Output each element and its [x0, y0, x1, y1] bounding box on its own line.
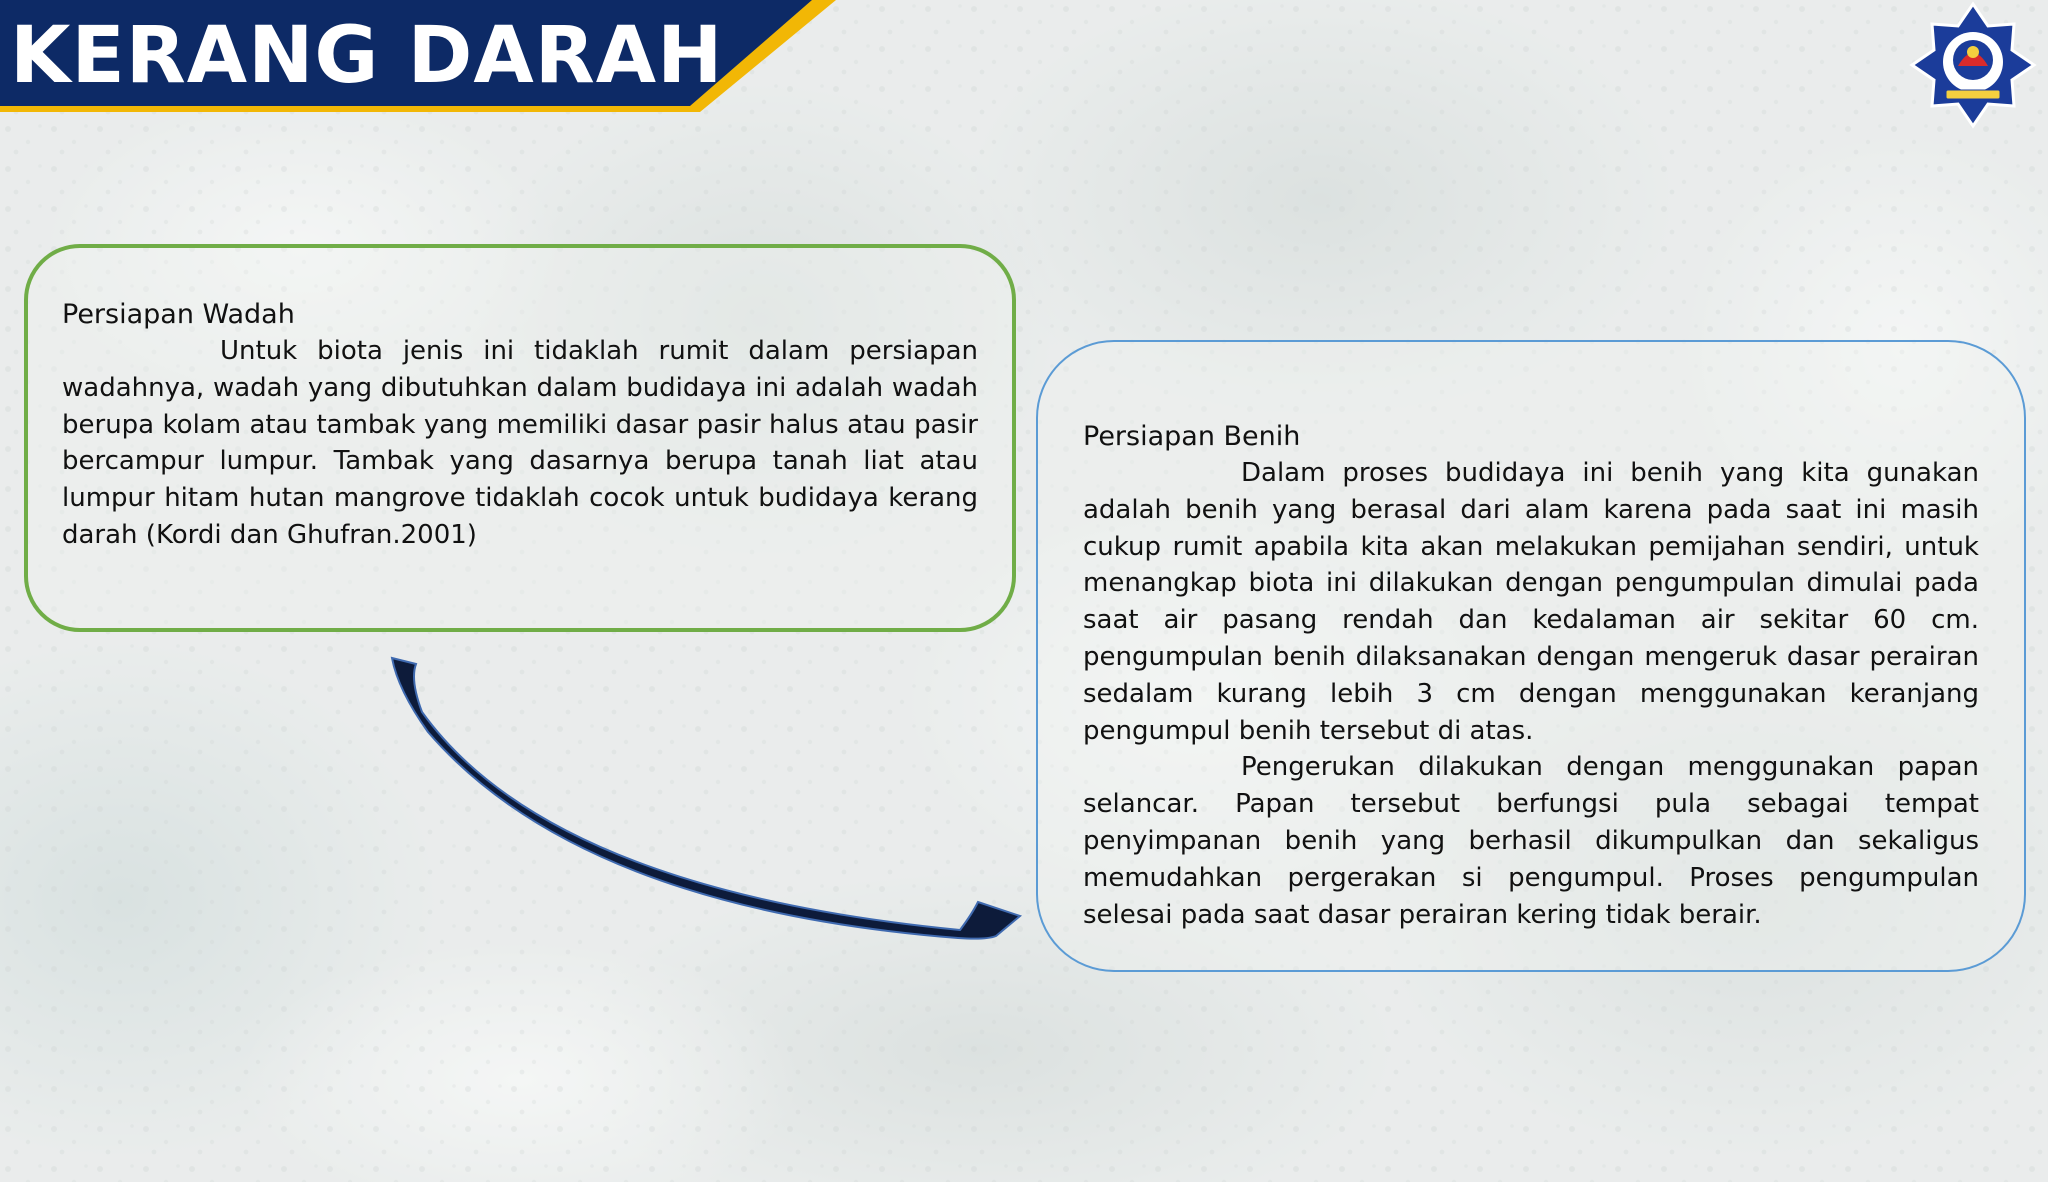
card-paragraph: Dalam proses budidaya ini benih yang kita gunakan adalah benih yang berasal dari alam karena pada saat ini masih cukup rumit apabila kita akan melakukan pemijahan sendiri, untuk menangkap biota ini dilakukan dengan pengumpulan dimulai pada saat air pasang rendah dan kedalaman air sekitar 60 cm. pengumpulan benih dilaksanakan dengan mengeruk dasar perairan sedalam kurang lebih 3 cm dengan menggunakan keranjang pengumpul benih tersebut di atas.	[1083, 458, 1979, 746]
card-persiapan-benih	[1036, 340, 2026, 972]
card-content	[62, 296, 978, 554]
card-title: Persiapan Wadah	[62, 299, 295, 330]
university-emblem-icon	[1908, 0, 2038, 130]
card-persiapan-wadah	[24, 244, 1016, 632]
card-paragraph: Untuk biota jenis ini tidaklah rumit dalam persiapan wadahnya, wadah yang dibutuhkan dalam budidaya ini adalah wadah berupa kolam atau tambak yang memiliki dasar pasir halus atau pasir bercampur lumpur. Tambak yang dasarnya berupa tanah liat atau lumpur hitam hutan mangrove tidaklah cocok untuk budidaya kerang darah (Kordi dan Ghufran.2001)	[62, 336, 978, 550]
card-paragraph: Pengerukan dilakukan dengan menggunakan papan selancar. Papan tersebut berfungsi pula sebagai tempat penyimpanan benih yang berhasil dikumpulkan dan sekaligus memudahkan pergerakan si pengumpul. Proses pengumpulan selesai pada saat dasar perairan kering tidak berair.	[1083, 752, 1979, 930]
page-title: KERANG DARAH	[10, 11, 724, 101]
curved-arrow-icon	[380, 640, 1030, 940]
card-title: Persiapan Benih	[1083, 421, 1301, 452]
card-content	[1083, 418, 1979, 933]
